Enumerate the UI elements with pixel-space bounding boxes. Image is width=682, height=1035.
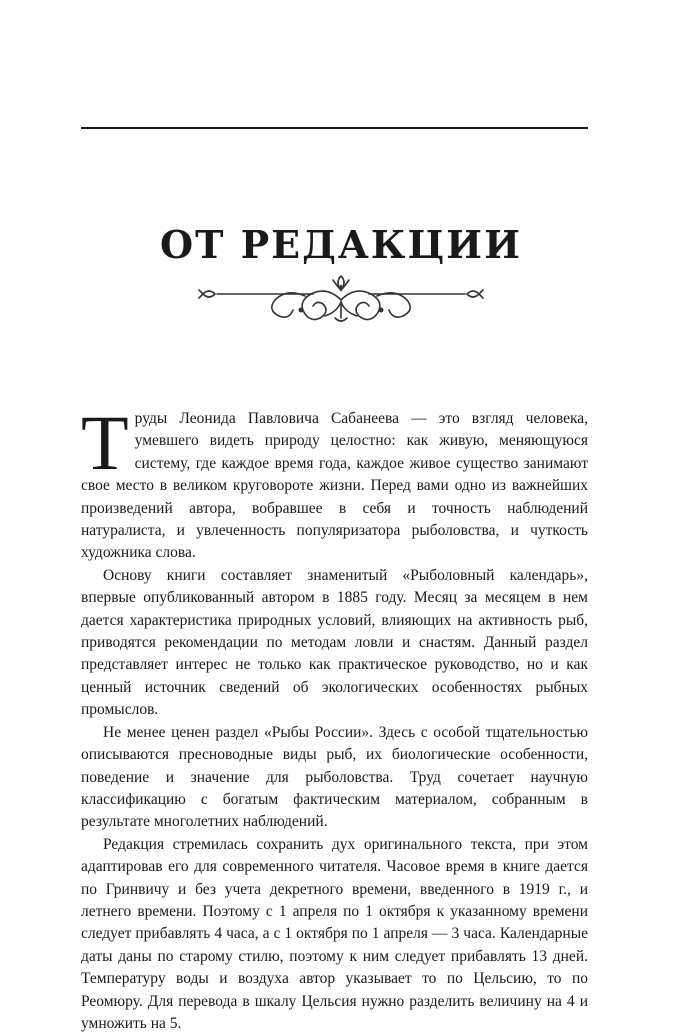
paragraph-2: Основу книги составляет знаменитый «Рыболовный календарь», впервые опубликованный автором в 1885 году. Месяц за месяцем в нем дается характеристика природных условий, влияющих на активность рыб, приводятся рекомендации по методам ловли и снастям. Данный раздел представляет интерес не только как практическое руководство, но и как ценный источник сведений об экологических особенностях рыбных промыслов. <box>81 566 588 719</box>
paragraph-4: Редакция стремилась сохранить дух оригинального текста, при этом адаптировав его для современного читателя. Часовое время в книге дается по Гринвичу и без учета декретного времени, введенного в 1919 г., и летнего времени. Поэтому с 1 апреля по 1 октября к указанному времени следует прибавлять 4 часа, а с 1 октября по 1 апреля — 3 часа. Календарные даты даны по старому стилю, поэтому к ним следует прибавлять 13 дней. Температуру воды и воздуха автор указывает то по Цельсию, то по Реомюру. Для перевода в шкалу Цельсия нужно разделить величину на 4 и умножить на 5. <box>81 835 588 1032</box>
paragraph-1-text: руды Леонида Павловича Сабанеева — это взгляд человека, умевшего видеть природу целостно: как живую, меняющуюся систему, где каждое время года, каждое живое существо занимают свое место в великом круговороте жизни. Перед вами одно из важнейших произведений автора, вобравшее в себя и точность наблюдений натуралиста, и увлеченность популяризатора рыболовства, и чуткость художника слова. <box>81 410 588 562</box>
paragraph-3: Не менее ценен раздел «Рыбы России». Здесь с особой тщательностью описываются пресноводные виды рыб, их биологические особенности, поведение и значение для рыболовства. Труд сочетает научную классификацию с богатым фактическим материалом, собранным в результате многолетних наблюдений. <box>81 723 588 831</box>
page-title: ОТ РЕДАКЦИИ <box>160 222 522 267</box>
drop-cap: Т <box>81 399 129 486</box>
paragraph-1 <box>81 399 588 565</box>
top-rule <box>81 127 588 129</box>
article-body <box>81 399 588 1035</box>
floral-flourish-icon <box>195 270 487 328</box>
